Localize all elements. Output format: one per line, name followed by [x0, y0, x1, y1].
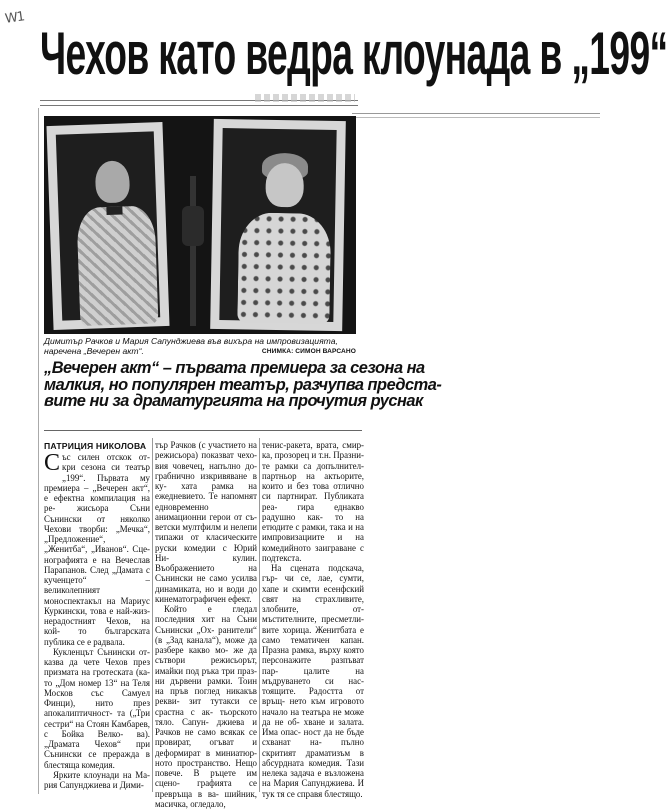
bowtie-shape [106, 206, 122, 215]
paragraph-body: кри сезона си театър „199“. Първата му премиера – „Вечерен акт“, е ефектна компилация на ре- жисьора Съни Сънински от няколко Чехови творби: „Мечка“, „Предложение“, „Женитба“, „Иванов“. Сце- нографията е на Вечеслав Парапанов. След „Дамата с кученцето“ – великолепният моноспектакъл на Мариус Куркински, това е най-жиз- нерадостният Чехов, на кой- то българската публика се е радвала. [44, 462, 150, 647]
paragraph: тър Рачков (с участието на режисьора) показват чехо- вия човечец, напълно до- грабнично изкривяване в ку- хата рамка на ежедневието. Те напомнят едновременно анимационни герои от съ- ветски мултфилм и нелепи типажи от класическите руски комедии с Юрий Ни- кулин. Въображението на Сънински не само усилва динамиката, но и води до кинематографичен ефект. [155, 440, 257, 604]
actor-body-left [76, 205, 158, 326]
deck-line: вите ни за драматургията на прочутия руснак [44, 392, 423, 411]
paragraph: На сцената подскача, гър- чи се, лае, сумти, хапе и скимти есенфский свят на страхливите, злобните, от- мъстителните, пресметли- вите хорица. Женитбата е само тематичен капан. Празна рамка, върху която персонажите разпъват пар- цалите на мъдруването си нас- тоящите. Радостта от връщ- нето към игровото начало на театъра не може да не об- хване и залата. Има опас- ност да не бъде схванат на- пълно скритият драматизъм в абсурдната комедия. Тази нелека задача е възложена на Мария Сапунджиева. И тук тя се справя блестящо. [262, 563, 364, 799]
actor-head-right [265, 163, 304, 208]
deck-line: малкия, но популярен театър, разчупва предста- [44, 375, 442, 394]
paragraph: тенис-ракета, врата, смир- ка, прозорец и т.н. Празни- те рамки са допълнител- партньор на актьорите, които и без това отлично си партнират. Публиката реа- гира еднакво радушно как- то на етюдите с рамки, така и на импровизациите и на комедийното заиграване с подтекста. [262, 440, 364, 563]
article-column-3 [262, 440, 364, 799]
paragraph: Кукленцът Сънински от- казва да чете Чехов през призмата на гротеската (ка- то „Дом номер 13“ на Теля Москов със Самуел Финци), нито през апокалиптичност- та („Три сестри“ на Стоян Камбарев, с Бойка Велко- ва). „Драмата Чехов“ при Сънински се преражда в блестяща комедия. [44, 646, 150, 770]
paragraph: Който е гледал последния хит на Съни Сънински „Ох- ранители“ (в „Зад канала“), може да разбере какво мо- же да сътвори режисьорът, имайки под ръка три праз- ни дървени рамки. Тоин на пръв поглед никакъв рекви- зит тутакси се срастна с ак- тьорското тяло. Сапун- джиева и Рачков не само всякак се провират, огъват и деформират в миниатюр- ното пространство. Нещо повече. В ръцете им сцено- графията се превръща в ва- шийник, масичка, огледало, [155, 604, 257, 809]
actor-body-right [237, 212, 331, 324]
paragraph [44, 452, 150, 647]
empty-frame-prop-left [46, 122, 169, 330]
handwritten-margin-note: W1 [4, 9, 26, 27]
stand-shape [190, 176, 196, 326]
headline: Чехов като ведра клоунада в „199“ [40, 20, 668, 87]
paragraph: Ярките клоунади на Ма- рия Сапунджиева и Дими- [44, 769, 150, 790]
clipping-edge-rule [352, 113, 600, 118]
actor-head-left [95, 160, 130, 203]
paragraph-lead: ъс силен отскок от- [62, 452, 150, 462]
stage-photo [44, 116, 356, 334]
author-byline: ПАТРИЦИЯ НИКОЛОВА [44, 441, 147, 451]
deck-rule [44, 430, 362, 433]
photo-credit: СНИМКА: СИМОН ВАРСАНО [261, 348, 356, 355]
column-divider [259, 438, 260, 792]
deck-line: „Вечерен акт“ – първата премиера за сезона на [44, 359, 425, 377]
column-divider [152, 438, 153, 792]
article-deck [44, 359, 442, 426]
lamp-shape [182, 206, 204, 246]
empty-frame-prop-right [210, 119, 346, 331]
caption-text: Димитър Рачков и Мария Сапунджиева във вихъра на импровизацията, наречена „Вечерен акт“. [44, 336, 338, 356]
article-column-2 [155, 440, 257, 809]
drop-cap: С [44, 450, 61, 476]
bleed-through-text [255, 94, 355, 102]
clipping-left-edge [38, 108, 39, 794]
article-column-1 [44, 440, 150, 792]
